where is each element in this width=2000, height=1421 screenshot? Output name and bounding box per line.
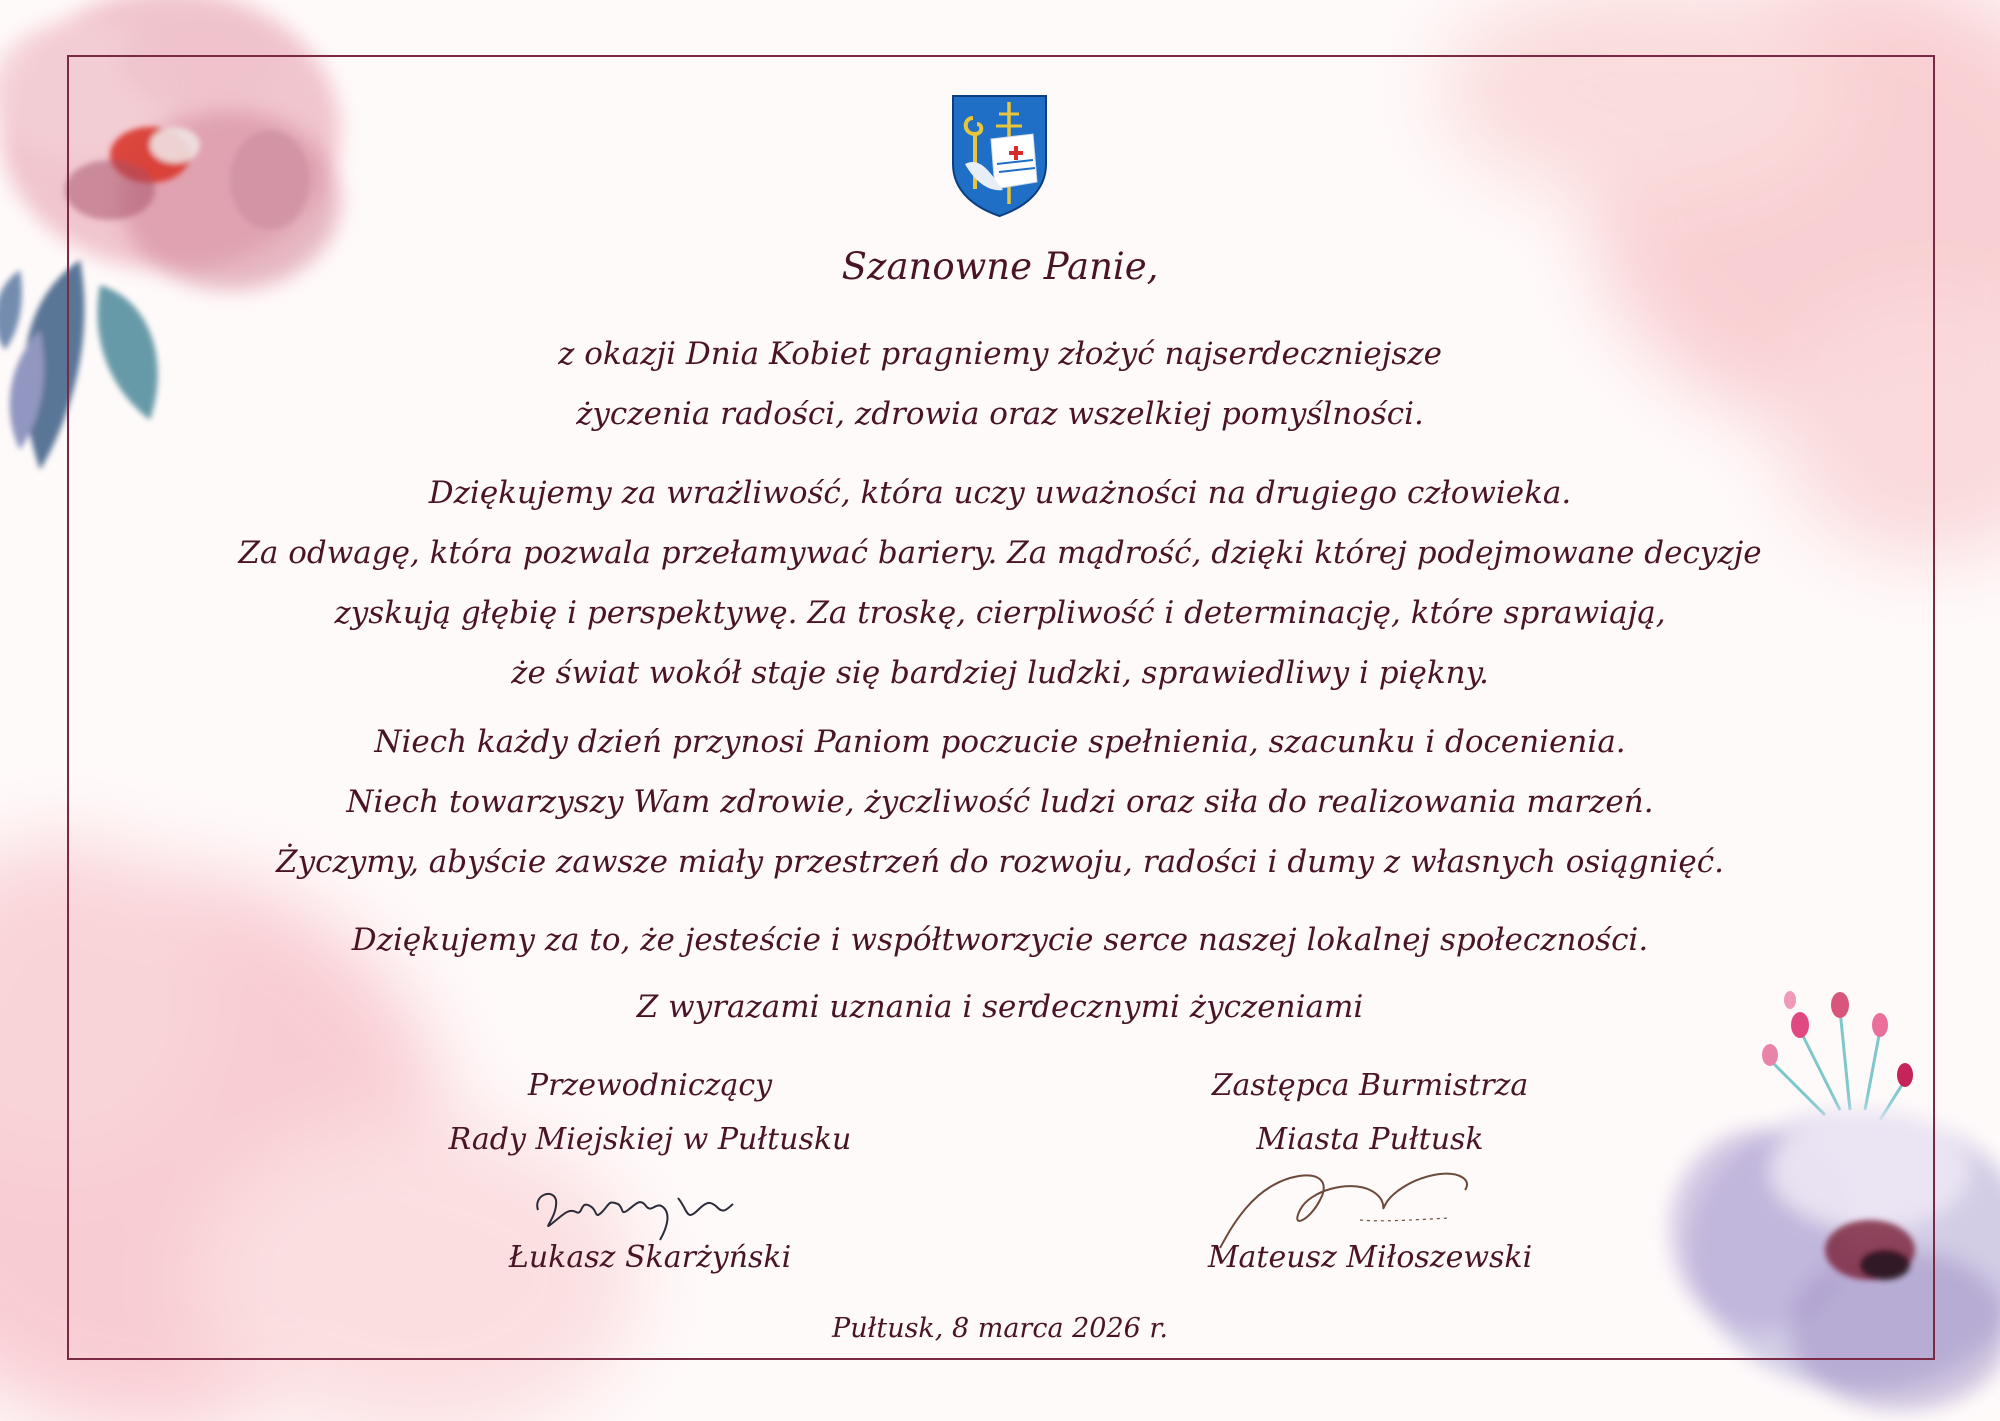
text-line: Dziękujemy za wrażliwość, która uczy uważności na drugiego człowieka. [428, 475, 1572, 511]
paragraph-wishes [0, 324, 2000, 444]
text-line: zyskują głębię i perspektywę. Za troskę, cierpliwość i determinację, które sprawiają, [334, 595, 1666, 631]
title-line: Zastępca Burmistrza [1211, 1068, 1529, 1103]
title-line: Miasta Pułtusk [1256, 1122, 1484, 1157]
text-line: Niech każdy dzień przynosi Paniom poczucie spełnienia, szacunku i docenienia. [374, 724, 1626, 760]
signatory-right-name: Mateusz Miłoszewski [1207, 1240, 1533, 1275]
signatory-right-title [1100, 1059, 1640, 1167]
greeting: Szanowne Panie, [841, 245, 1159, 288]
text-line: życzenia radości, zdrowia oraz wszelkiej pomyślności. [576, 396, 1424, 432]
text-line: Życzymy, abyście zawsze miały przestrzeń do rozwoju, radości i dumy z własnych osiągnięć. [276, 844, 1724, 880]
signatory-left-title [380, 1059, 920, 1167]
paragraph-thanks [0, 463, 2000, 703]
text-line: z okazji Dnia Kobiet pragniemy złożyć najserdeczniejsze [558, 336, 1442, 372]
handwritten-signature-left [528, 1170, 738, 1250]
paragraph-hopes [0, 712, 2000, 892]
text-line: Niech towarzyszy Wam zdrowie, życzliwość ludzi oraz siła do realizowania marzeń. [346, 784, 1654, 820]
place-and-date: Pułtusk, 8 marca 2026 r. [832, 1313, 1168, 1344]
closing-line: Z wyrazami uznania i serdecznymi życzeniami [636, 989, 1364, 1025]
title-line: Przewodniczący [527, 1068, 773, 1103]
text-line: Dziękujemy za to, że jesteście i współtworzycie serce naszej lokalnej społeczności. [351, 922, 1649, 958]
paragraph-community [0, 910, 2000, 970]
coat-of-arms-logo [951, 94, 1048, 218]
text-line: że świat wokół staje się bardziej ludzki, sprawiedliwy i piękny. [511, 655, 1489, 691]
title-line: Rady Miejskiej w Pułtusku [448, 1122, 852, 1157]
text-line: Za odwagę, która pozwala przełamywać bariery. Za mądrość, dzięki której podejmowane decyzje [238, 535, 1762, 571]
signatory-left-name: Łukasz Skarżyński [508, 1240, 792, 1275]
